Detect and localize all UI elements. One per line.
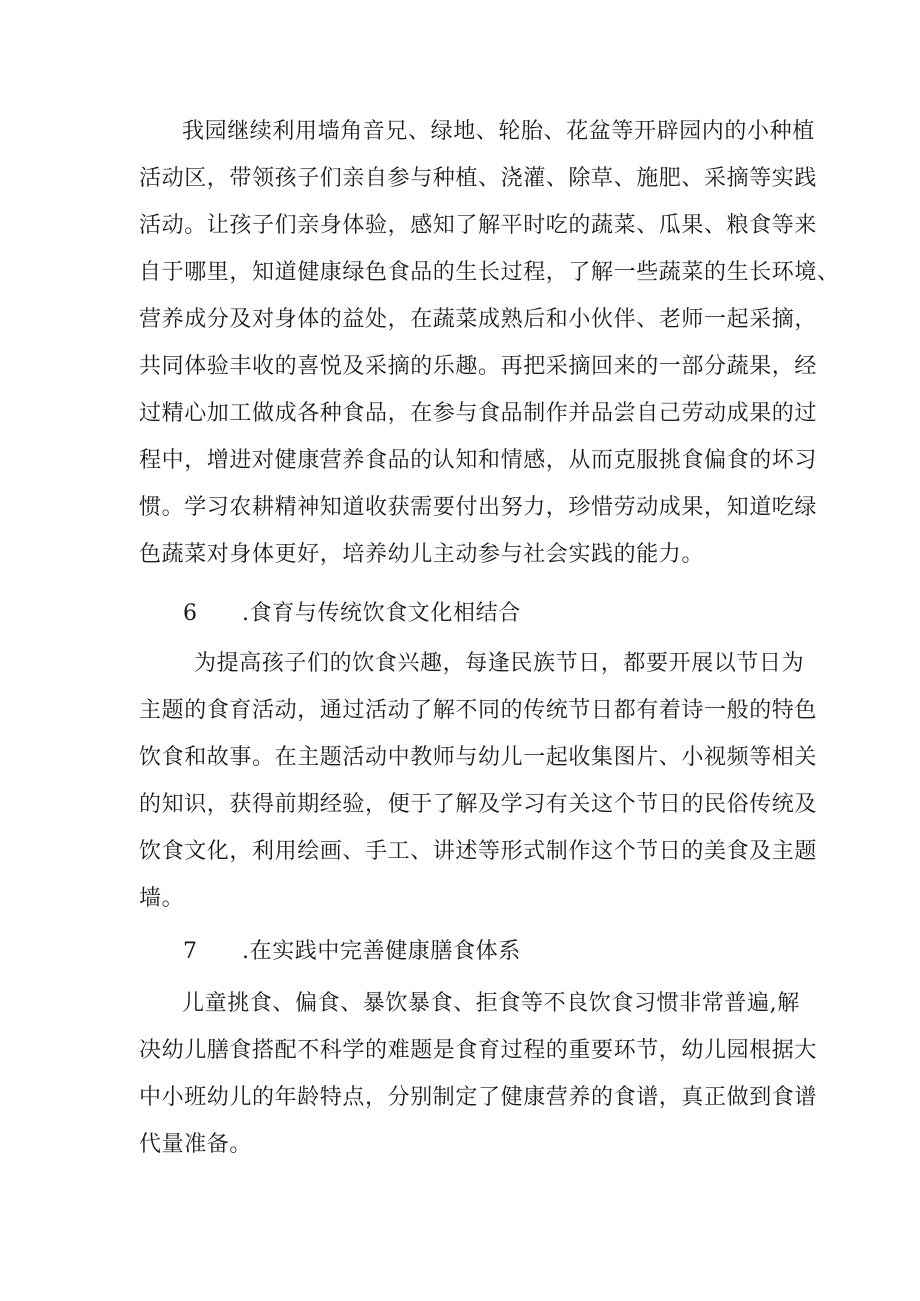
paragraph-2-line-1: 为提高孩子们的饮食兴趣，每逢民族节日，都要开展以节日为 (194, 651, 805, 676)
paragraph-3-line-4: 代量准备。 (139, 1132, 253, 1157)
paragraph-3-line-3: 中小班幼儿的年龄特点，分别制定了健康营养的食谱，真正做到食谱 (139, 1085, 818, 1110)
paragraph-1-line-5: 营养成分及对身体的益处，在蔬菜成熟后和小伙伴、老师一起采摘， (139, 307, 818, 332)
section-6-number: 6 (183, 601, 197, 626)
section-6-title: .食育与传统饮食文化相结合 (242, 601, 521, 626)
paragraph-1-line-8: 程中，增进对健康营养食品的认知和情感，从而克服挑食偏食的坏习 (139, 448, 818, 473)
paragraph-2-line-6: 墙。 (139, 886, 185, 911)
paragraph-1-line-6: 共同体验丰收的喜悦及采摘的乐趣。再把采摘回来的一部分蔬果，经 (139, 354, 818, 379)
paragraph-3-line-1: 儿童挑食、偏食、暴饮暴食、拒食等不良饮食习惯非常普遍,解 (182, 991, 800, 1016)
paragraph-1-line-9: 惯。学习农耕精神知道收获需要付出努力，珍惜劳动成果，知道吃绿 (139, 495, 818, 520)
paragraph-2-line-3: 饮食和故事。在主题活动中教师与幼儿一起收集图片、小视频等相关 (139, 745, 818, 770)
paragraph-1-line-1: 我园继续利用墙角音兄、绿地、轮胎、花盆等开辟园内的小种植 (182, 119, 815, 144)
paragraph-1-line-4: 自于哪里，知道健康绿色食品的生长过程，了解一些蔬菜的生长环境、 (139, 260, 840, 285)
paragraph-2-line-4: 的知识，获得前期经验，便于了解及学习有关这个节日的民俗传统及 (139, 792, 818, 817)
paragraph-2-line-2: 主题的食育活动，通过活动了解不同的传统节日都有着诗一般的特色 (139, 698, 818, 723)
paragraph-1-line-7: 过精心加工做成各种食品，在参与食品制作并品尝自己劳动成果的过 (139, 401, 818, 426)
paragraph-2-line-5: 饮食文化，利用绘画、手工、讲述等形式制作这个节日的美食及主题 (139, 839, 818, 864)
section-7-number: 7 (183, 939, 197, 964)
paragraph-3-line-2: 决幼儿膳食搭配不科学的难题是食育过程的重要环节，幼儿园根据大 (139, 1038, 818, 1063)
paragraph-1-line-3: 活动。让孩子们亲身体验，感知了解平时吃的蔬菜、瓜果、粮食等来 (139, 213, 818, 238)
paragraph-1-line-10: 色蔬菜对身体更好，培养幼儿主动参与社会实践的能力。 (139, 542, 705, 567)
paragraph-1-line-2: 活动区，带领孩子们亲自参与种植、浇灌、除草、施肥、采摘等实践 (139, 166, 818, 191)
section-7-title: .在实践中完善健康膳食体系 (242, 939, 521, 964)
